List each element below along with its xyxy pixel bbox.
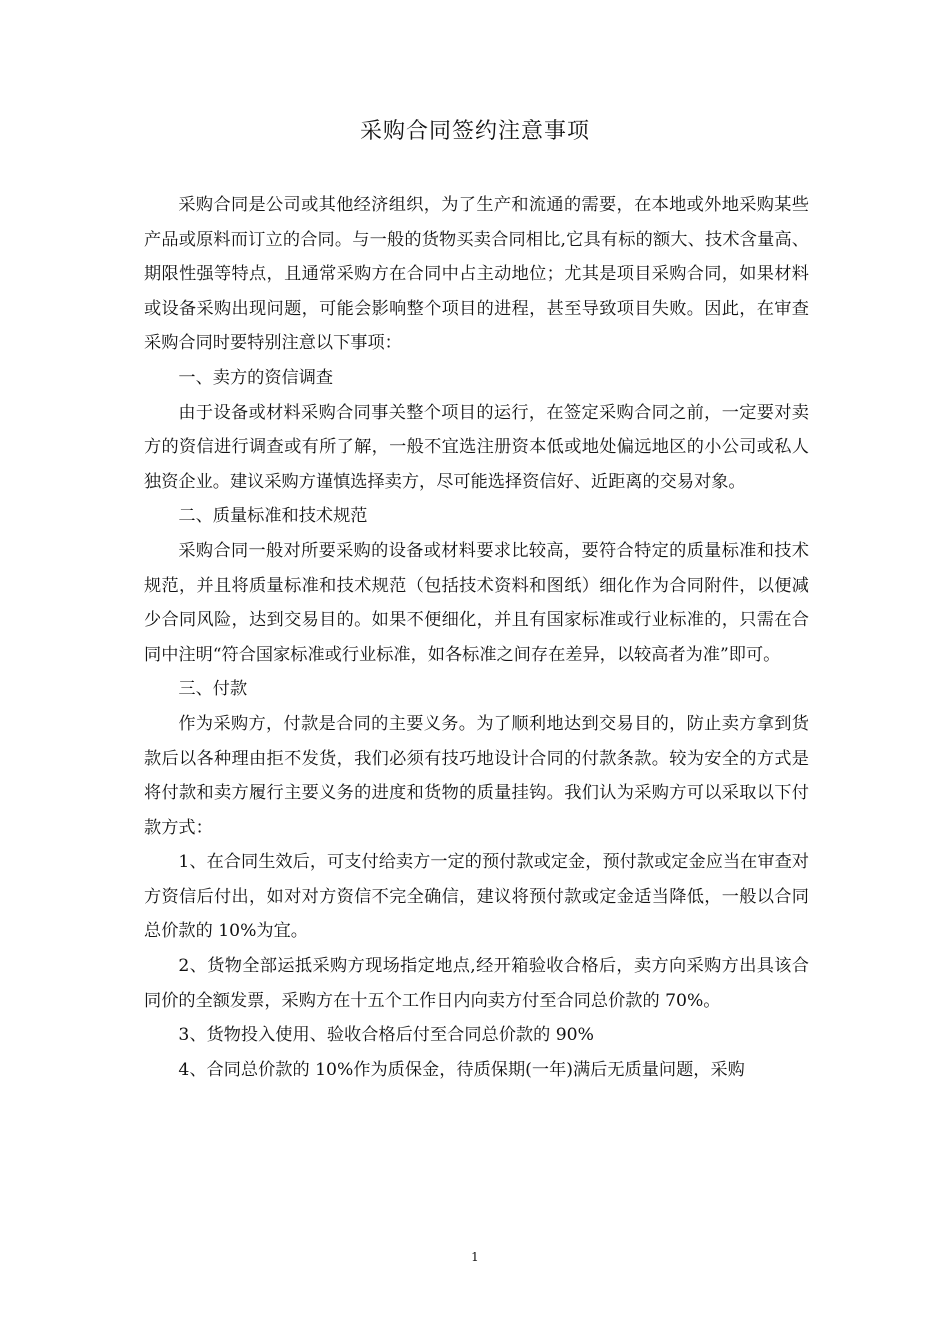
section-heading-quality-standards: 二、质量标准和技术规范 xyxy=(178,506,368,527)
list-item-payment-2: 2、货物全部运抵采购方现场指定地点,经开箱验收合格后，卖方向采购方出具该合同价的全额发票，采购方在十五个工作日内向卖方付至合同总价款的 70%。 xyxy=(144,956,809,1011)
page-number: 1 xyxy=(471,1250,479,1264)
list-item-payment-1: 1、在合同生效后，可支付给卖方一定的预付款或定金，预付款或定金应当在审查对方资信后付出，如对对方资信不完全确信，建议将预付款或定金适当降低，一般以合同总价款的 10%为宜。 xyxy=(144,852,809,942)
document-body xyxy=(144,188,809,1087)
list-item-payment-3: 3、货物投入使用、验收合格后付至合同总价款的 90% xyxy=(178,1025,594,1046)
paragraph-seller-credit: 由于设备或材料采购合同事关整个项目的运行，在签定采购合同之前，一定要对卖方的资信进行调查或有所了解，一般不宜选注册资本低或地处偏远地区的小公司或私人独资企业。建议采购方谨慎选择卖方，尽可能选择资信好、近距离的交易对象。 xyxy=(144,402,809,492)
list-item-payment-4: 4、合同总价款的 10%作为质保金，待质保期(一年)满后无质量问题，采购 xyxy=(178,1059,745,1080)
document-title: 采购合同签约注意事项 xyxy=(359,119,590,144)
paragraph-intro: 采购合同是公司或其他经济组织，为了生产和流通的需要，在本地或外地采购某些产品或原料而订立的合同。与一般的货物买卖合同相比,它具有标的额大、技术含量高、期限性强等特点，且通常采购方在合同中占主动地位；尤其是项目采购合同，如果材料或设备采购出现问题，可能会影响整个项目的进程，甚至导致项目失败。因此，在审查采购合同时要特别注意以下事项： xyxy=(144,195,809,354)
section-heading-payment: 三、付款 xyxy=(178,679,248,700)
paragraph-payment: 作为采购方，付款是合同的主要义务。为了顺利地达到交易目的，防止卖方拿到货款后以各种理由拒不发货，我们必须有技巧地设计合同的付款条款。较为安全的方式是将付款和卖方履行主要义务的进度和货物的质量挂钩。我们认为采购方可以采取以下付款方式： xyxy=(144,713,809,838)
section-heading-seller-credit: 一、卖方的资信调查 xyxy=(178,367,334,388)
paragraph-quality-standards: 采购合同一般对所要采购的设备或材料要求比较高，要符合特定的质量标准和技术规范，并且将质量标准和技术规范（包括技术资料和图纸）细化作为合同附件，以便减少合同风险，达到交易目的。如果不便细化，并且有国家标准或行业标准的，只需在合同中注明“符合国家标准或行业标准，如各标准之间存在差异，以较高者为准”即可。 xyxy=(144,540,809,665)
